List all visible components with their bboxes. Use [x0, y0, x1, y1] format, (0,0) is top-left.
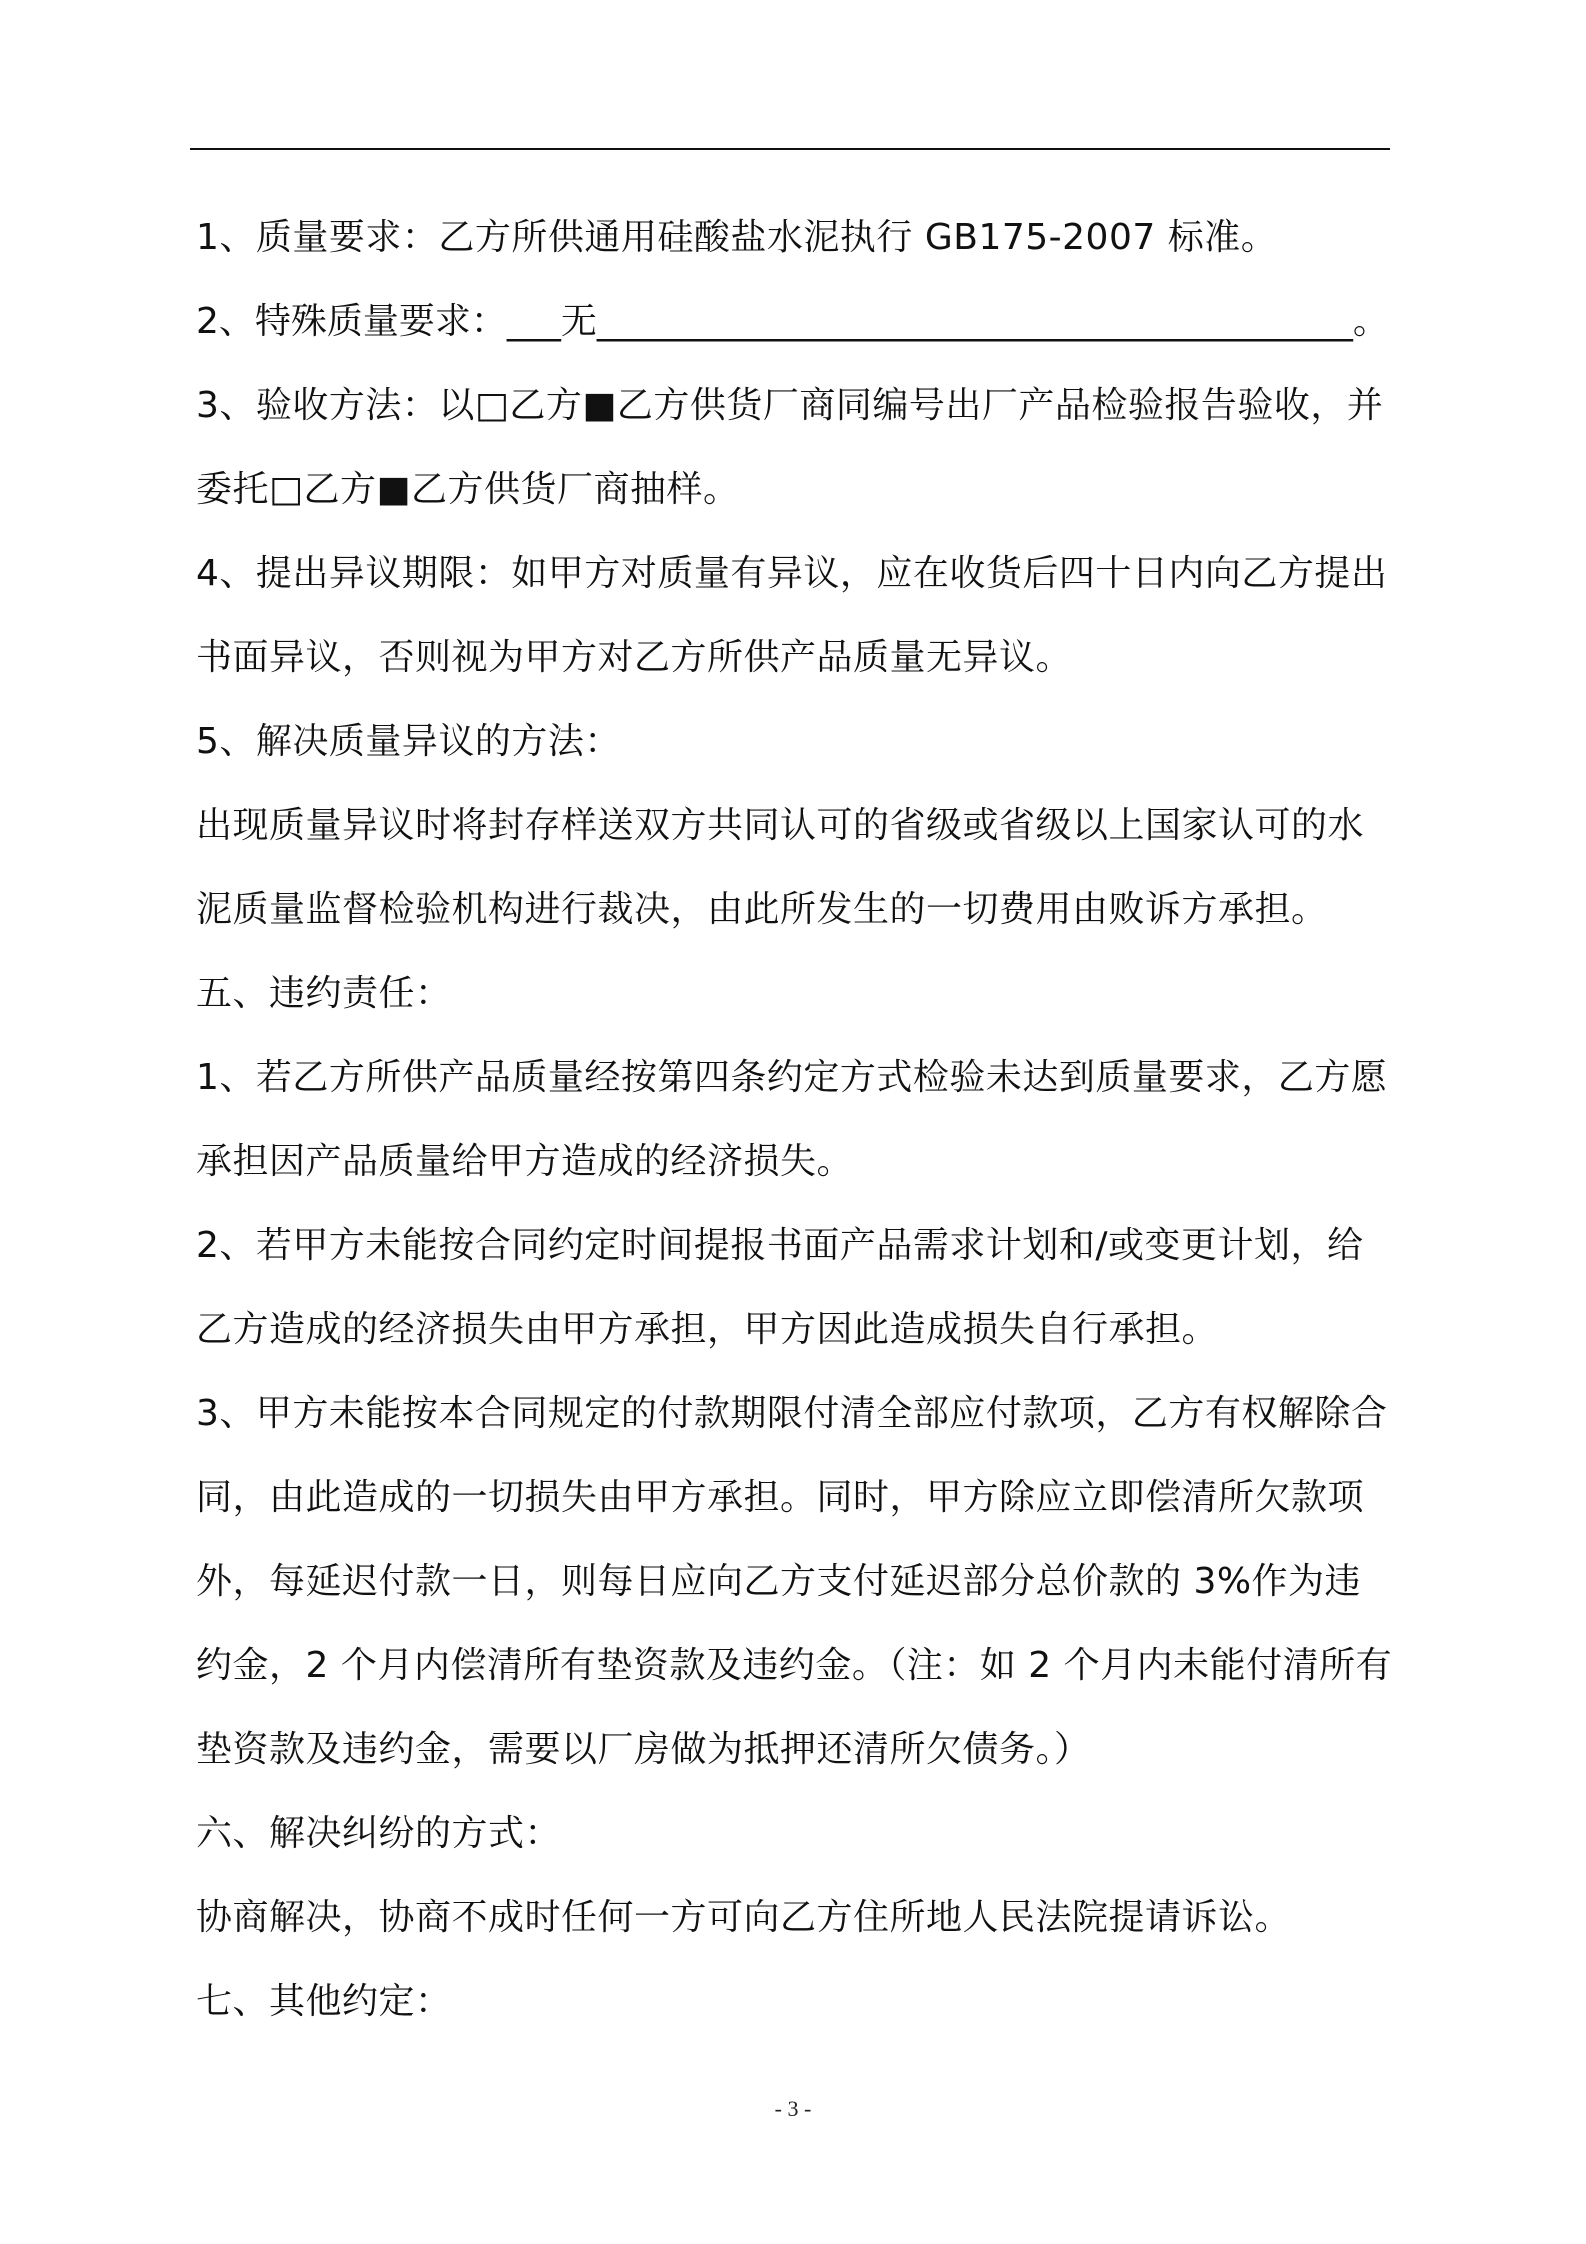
- clause-special-quality-requirement: 2、特殊质量要求：___无__________________________________________。: [196, 301, 1389, 342]
- breach-clause-3-cont-1: 同，由此造成的一切损失由甲方承担。同时，甲方除应立即偿清所欠款项: [196, 1477, 1365, 1518]
- contract-body: [196, 196, 1416, 2044]
- breach-clause-2: 2、若甲方未能按合同约定时间提报书面产品需求计划和/或变更计划，给: [196, 1225, 1364, 1266]
- section-heading-dispute-resolution: 六、解决纠纷的方式：: [196, 1813, 562, 1854]
- clause-acceptance-method: 3、验收方法：以□乙方■乙方供货厂商同编号出厂产品检验报告验收，并: [196, 385, 1384, 426]
- clause-dispute-method-text: 出现质量异议时将封存样送双方共同认可的省级或省级以上国家认可的水: [196, 805, 1365, 846]
- clause-dispute-method-heading: 5、解决质量异议的方法：: [196, 721, 621, 762]
- section-heading-other-agreements: 七、其他约定：: [196, 1981, 452, 2022]
- clause-quality-requirement: 1、质量要求：乙方所供通用硅酸盐水泥执行 GB175-2007 标准。: [196, 217, 1278, 258]
- clause-acceptance-method-cont: 委托□乙方■乙方供货厂商抽样。: [196, 469, 740, 510]
- dispute-resolution-text: 协商解决，协商不成时任何一方可向乙方住所地人民法院提请诉讼。: [196, 1897, 1292, 1938]
- page-number: - 3 -: [774, 2096, 812, 2121]
- breach-clause-1-cont: 承担因产品质量给甲方造成的经济损失。: [196, 1141, 854, 1182]
- breach-clause-1: 1、若乙方所供产品质量经按第四条约定方式检验未达到质量要求，乙方愿: [196, 1057, 1388, 1098]
- breach-clause-3-cont-2: 外，每延迟付款一日，则每日应向乙方支付延迟部分总价款的 3%作为违: [196, 1561, 1362, 1602]
- breach-clause-2-cont: 乙方造成的经济损失由甲方承担，甲方因此造成损失自行承担。: [196, 1309, 1219, 1350]
- breach-clause-3-cont-3: 约金，2 个月内偿清所有垫资款及违约金。（注：如 2 个月内未能付清所有: [196, 1645, 1393, 1686]
- section-heading-breach-liability: 五、违约责任：: [196, 973, 452, 1014]
- clause-objection-period: 4、提出异议期限：如甲方对质量有异议，应在收货后四十日内向乙方提出: [196, 553, 1388, 594]
- breach-clause-3-cont-4: 垫资款及违约金，需要以厂房做为抵押还清所欠债务。）: [196, 1729, 1091, 1770]
- breach-clause-3: 3、甲方未能按本合同规定的付款期限付清全部应付款项，乙方有权解除合: [196, 1393, 1388, 1434]
- clause-dispute-method-text-cont: 泥质量监督检验机构进行裁决，由此所发生的一切费用由败诉方承担。: [196, 889, 1328, 930]
- clause-objection-period-cont: 书面异议，否则视为甲方对乙方所供产品质量无异议。: [196, 637, 1073, 678]
- header-rule: [190, 148, 1390, 150]
